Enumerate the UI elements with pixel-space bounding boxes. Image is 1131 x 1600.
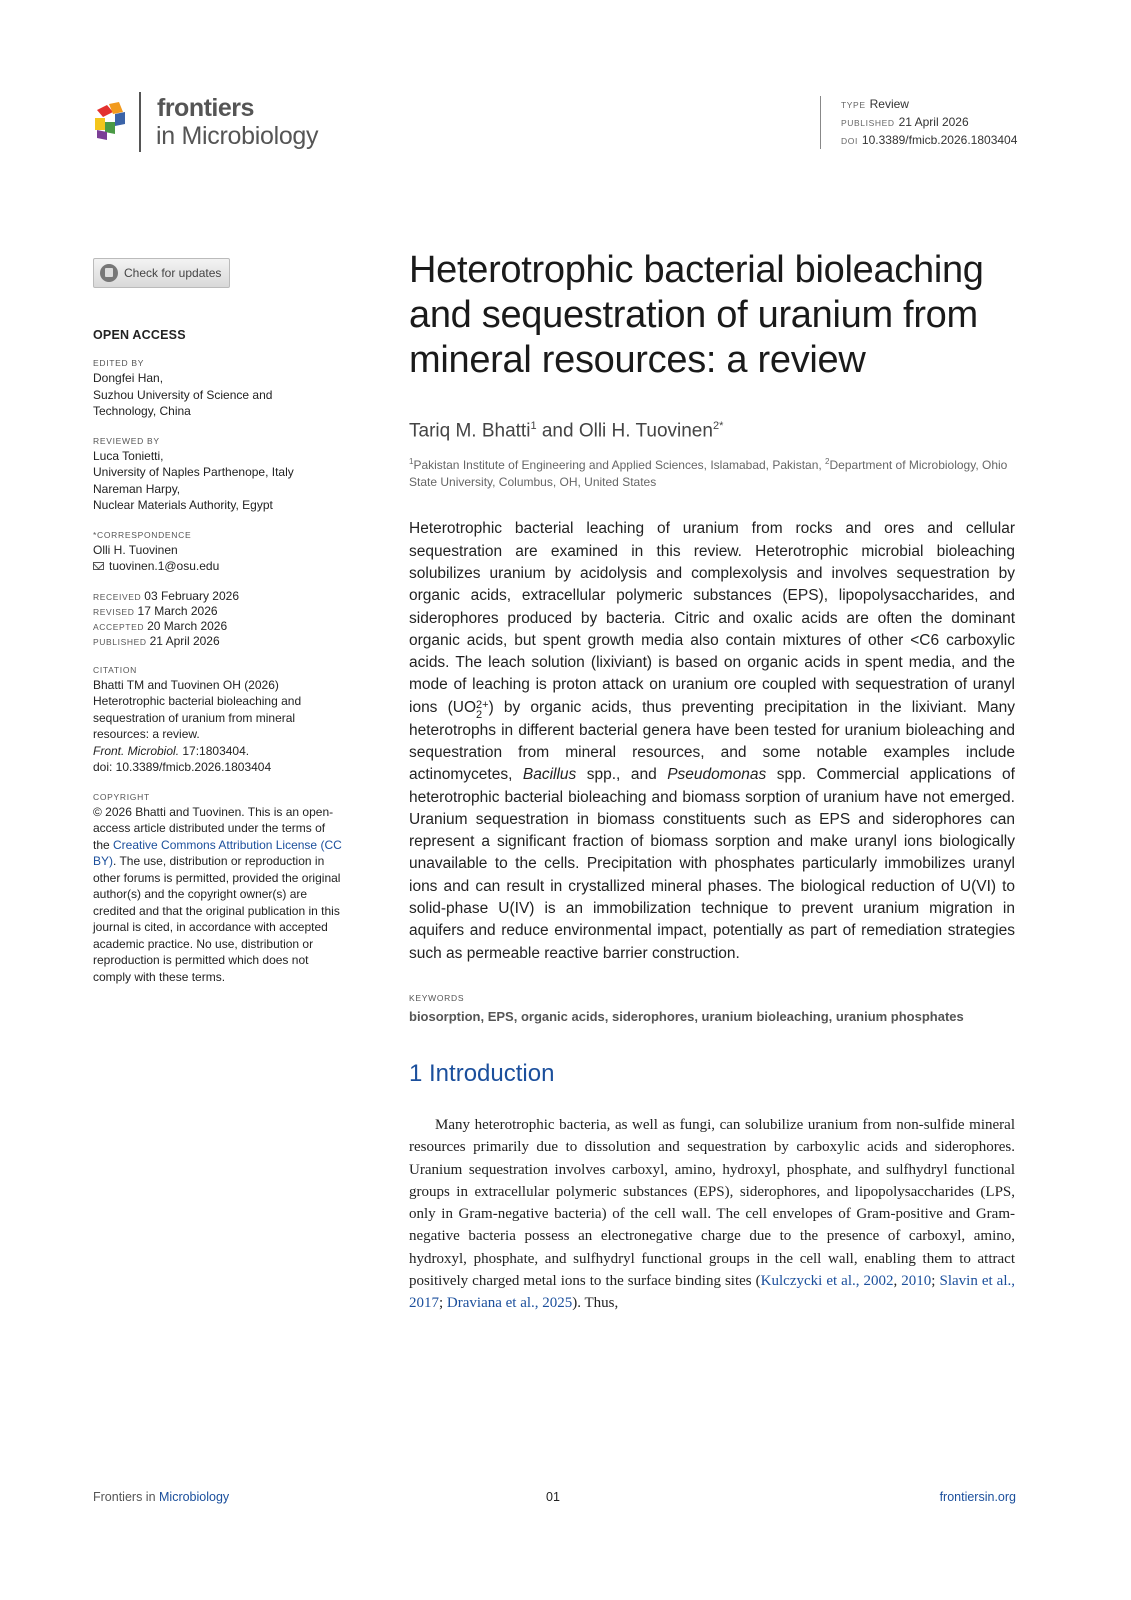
sidebar: [93, 258, 343, 985]
citation: CITATION Bhatti TM and Tuovinen OH (2026) Heterotrophic bacterial bioleaching and sequestration of uranium from mineral resources: a review. Front. Microbiol. 17:1803404. doi: 10.3389/fmicb.2026.1803404: [93, 664, 302, 774]
ref-kulczycki-2010[interactable]: 2010: [901, 1273, 932, 1290]
logo-divider: [139, 92, 141, 152]
keywords: biosorption, EPS, organic acids, siderophores, uranium bioleaching, uranium phosphates: [409, 1008, 964, 1024]
main-column: [409, 248, 1015, 1315]
ion-charge: 2+ 2: [476, 698, 489, 721]
article-title: Heterotrophic bacterial bioleaching and sequestration of uranium from mineral resources: a review: [409, 249, 984, 381]
author-list: Tariq M. Bhatti$^1$ and Olli H. Tuovinen$^{2*}$: [409, 420, 724, 442]
logo-journal: in Microbiology: [156, 122, 319, 150]
abstract: Heterotrophic bacterial leaching of uranium from rocks and ores and cellular sequestration are examined in this review. Heterotrophic microbial bioleaching solubilizes uranium by acidolysis and complexolysis and involves sequestration by organic acids, extracellular polymeric substances (EPS), lipopolysaccharides, and siderophores produced by bacteria. Citric and oxalic acids are often the dominant organic acids, but spent growth media also contain mixtures of other <C6 carboxylic acids. The leach solution (lixiviant) is based on organic acids in spent media, and the mode of leaching is proton attack on uranium ore coupled with sequestration of uranyl ions (UO 2+ 2 ) by organic acids, thus preventing precipitation in the lixiviant. Many heterotrophs in different bacterial genera have been tested for uranium bioleaching and sequestration from mineral resources, and some notable examples include actinomycetes, Bacillus spp., and Pseudomonas spp. Commercial applications of heterotrophic bacterial bioleaching and biomass sorption of uranium have not emerged. Uranium sequestration in biomass constituents such as EPS and siderophores can represent a significant fraction of biomass sorption and make uranyl ions biologically unavailable to the cells. Precipitation with phosphates particularly immobilizes uranyl ions and can result in crystallized mineral phases. The biological reduction of U(VI) to solid-phase U(IV) is an immobilization technique to prevent uranium migration in aquifers and reduce environmental impact, potentially as part of remediation strategies such as permeable reactive barrier construction.: [409, 520, 1015, 962]
check-updates-button[interactable]: Check for updates: [93, 258, 230, 288]
correspondence: *CORRESPONDENCE Olli H. Tuovinen tuovinen.1@osu.edu: [93, 528, 343, 575]
introduction-paragraph: Many heterotrophic bacteria, as well as fungi, can solubilize uranium from non-sulfide mineral resources primarily due to dissolution and sequestration by carboxylic acids and siderophores. Uranium sequestration involves carboxyl, amino, hydroxyl, phosphate, and sulfhydryl functional groups in extracellular polymeric substances (EPS), siderophores, and lipopolysaccharides (LPS, only in Gram-negative bacteria) of the cell wall. The cell envelopes of Gram-positive and Gram-negative bacteria possess an electronegative charge due to the presence of carboxyl, amino, hydroxyl, phosphate, and sulfhydryl functional groups in the cell wall, enabling them to attract positively charged metal ions to the surface binding sites (Kulczycki et al., 2002, 2010; Slavin et al., 2017; Draviana et al., 2025). Thus,: [409, 1116, 1016, 1312]
keywords-label: KEYWORDS: [409, 992, 465, 1003]
author-tuovinen[interactable]: Olli H. Tuovinen: [578, 420, 713, 442]
article-meta: [820, 96, 1017, 149]
footer-journal: Frontiers in Microbiology: [93, 1490, 230, 1504]
article-dates: RECEIVED 03 February 2026 REVISED 17 March 2026 ACCEPTED 20 March 2026 PUBLISHED 21 April 2026: [93, 588, 239, 648]
frontiers-logo-icon: [93, 100, 127, 142]
meta-doi[interactable]: DOI 10.3389/fmicb.2026.1803404: [841, 133, 1018, 147]
bookmark-icon: [100, 264, 118, 282]
edited-by: EDITED BY Dongfei Han, Suzhou University of Science and Technology, China: [93, 358, 273, 418]
footer-site-link[interactable]: frontiersin.org: [939, 1490, 1016, 1504]
correspondence-email[interactable]: tuovinen.1@osu.edu: [93, 558, 343, 575]
affiliations: $^1$Pakistan Institute of Engineering and Applied Sciences, Islamabad, Pakistan, $^2$Department of Microbiology, Ohio State University, Columbus, OH, United States: [409, 457, 1008, 489]
ref-kulczycki-2002[interactable]: Kulczycki et al., 2002: [760, 1273, 894, 1290]
ref-slavin-2017[interactable]: Slavin et al., 2017: [409, 1273, 1016, 1312]
ref-draviana-2025[interactable]: Draviana et al., 2025: [446, 1295, 573, 1312]
author-bhatti[interactable]: Tariq M. Bhatti: [409, 420, 531, 442]
reviewed-by: REVIEWED BY Luca Tonietti, University of Naples Parthenope, Italy Nareman Harpy, Nuclear Materials Authority, Egypt: [93, 435, 294, 512]
section-title-introduction: 1 Introduction: [409, 1059, 555, 1087]
logo-brand: frontiers: [157, 94, 254, 122]
license-link[interactable]: Creative Commons Attribution License (CC BY): [93, 837, 342, 868]
open-access-label: OPEN ACCESS: [93, 328, 186, 342]
page-number: 01: [546, 1490, 560, 1504]
copyright: COPYRIGHT © 2026 Bhatti and Tuovinen. This is an open-access article distributed under the terms of the Creative Commons Attribution License (CC BY). The use, distribution or reproduction in other forums is permitted, provided the original author(s) and the copyright owner(s) are credited and that the original publication in this journal is cited, in accordance with accepted academic practice. No use, distribution or reproduction is permitted which does not comply with these terms.: [93, 791, 342, 984]
mail-icon: [93, 562, 104, 570]
meta-type: TYPE Review: [841, 97, 909, 111]
meta-published: PUBLISHED 21 April 2026: [841, 115, 969, 129]
